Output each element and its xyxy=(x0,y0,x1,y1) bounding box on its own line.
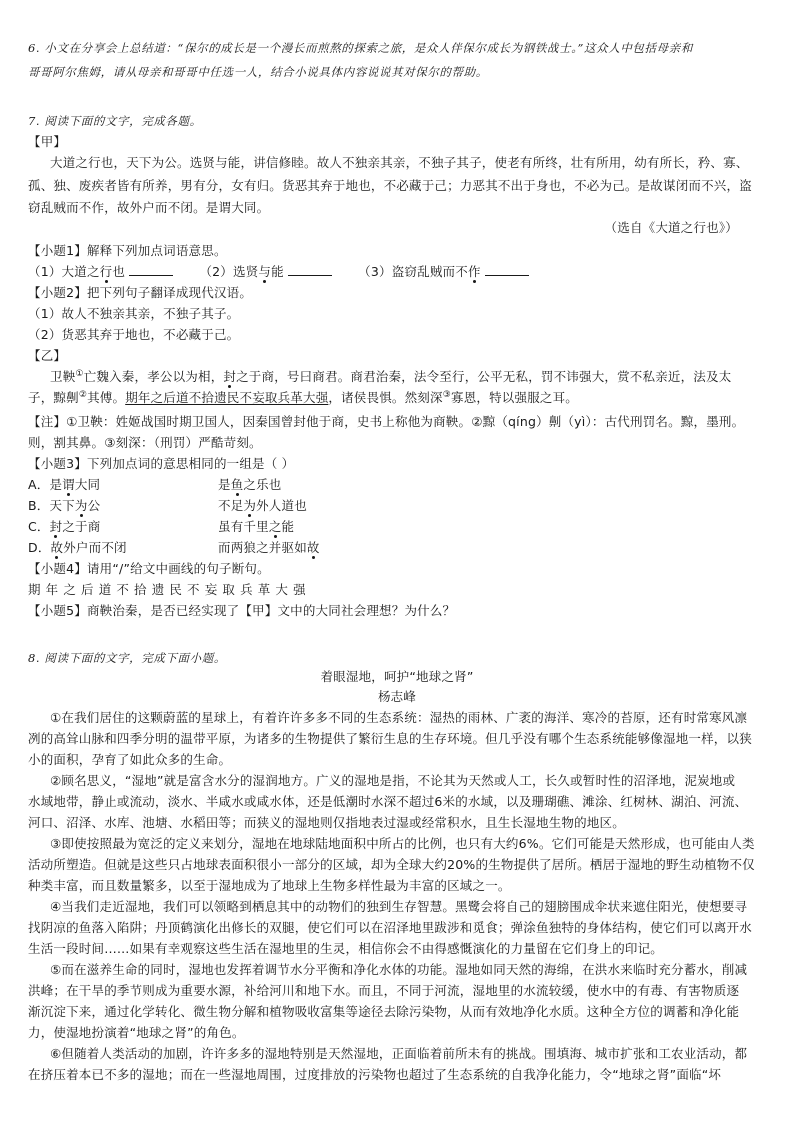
q7-sub3-option-b-right xyxy=(218,498,307,514)
opt-c-r-dot: 之 xyxy=(268,519,282,534)
opt-c-r-post: 能 xyxy=(281,519,295,534)
q7-jia-label: 【甲】 xyxy=(28,134,67,149)
opt-d-r-pre: 而两狼之并驱如 xyxy=(218,540,307,555)
opt-c-l-dot: 封 xyxy=(49,519,63,534)
q8-line-12: 生活一段时间……如果有幸观察这些生活在湿地里的生灵，相信你会不由得感慨演化的力量留在它们身上的印记。 xyxy=(28,941,664,956)
opt-b-r-pre: 不足 xyxy=(218,498,244,513)
yi-l1-a: 卫鞅 xyxy=(50,369,76,384)
q7-yi-line-2 xyxy=(28,390,578,406)
sub1-answer-blank-3[interactable] xyxy=(485,264,529,276)
q7-intro: 7. 阅读下面的文字，完成各题。 xyxy=(28,114,202,128)
yi-l2-d: 寡恩，特以强服之耳。 xyxy=(451,390,579,405)
sub1-item2-pre: （2）选贤 xyxy=(199,264,259,279)
q8-line-6: 河口、沼泽、水库、池塘、水稻田等；而狭义的湿地则仅指地表过湿或经常积水，且生长湿地生物的地区。 xyxy=(28,815,625,830)
q8-line-16: 力，使湿地扮演着“地球之肾”的角色。 xyxy=(28,1025,245,1040)
sub1-item1-post: 也 xyxy=(112,264,126,279)
q7-sub3-option-a-right xyxy=(218,477,282,493)
yi-l1-dot-word: 封 xyxy=(223,369,237,384)
q8-line-8: 活动所塑造。但就是这些只占地球表面积很小一部分的区域，却为全球大约20%的生物提供了居所。栖居于湿地的野生动植物不仅 xyxy=(28,857,755,872)
q6-line-1: 6. 小文在分享会上总结道：“保尔的成长是一个漫长而煎熬的探索之旅，是众人伴保尔成长为钢铁战士。”这众人中包括母亲和 xyxy=(28,41,693,55)
q8-line-9: 种类丰富，而且数量繁多，以至于湿地成为了地球上生物多样性最为丰富的区域之一。 xyxy=(28,878,511,893)
opt-d-l-pre: D． xyxy=(28,540,51,555)
q8-line-14: 洪峰；在干旱的季节则成为重要水源，补给河川和地下水。而且，不同于河流，湿地里的水流较缓，使水中的有毒、有害物质逐 xyxy=(28,983,740,998)
yi-l1-c: 之于商，号曰商君。商君治秦，法令至行，公平无私，罚不讳强大，赏不私亲近，法及太 xyxy=(236,369,732,384)
q7-sub3-option-b-left[interactable] xyxy=(28,498,100,514)
q7-yi-line-1 xyxy=(50,369,731,385)
q7-jia-line-1: 大道之行也，天下为公。选贤与能，讲信修睦。故人不独亲其亲，不独子其子，使老有所终，壮有所用，幼有所长，矜、寡、 xyxy=(50,155,749,170)
q8-line-18: 在挤压着本已不多的湿地；而在一些湿地周围，过度排放的污染物也超过了生态系统的自我净化能力，令“地球之肾”面临“坏 xyxy=(28,1067,722,1082)
opt-b-l-post: 公 xyxy=(87,498,101,513)
sub1-item1-dot-word: 行 xyxy=(99,264,113,279)
q8-line-17: ⑥但随着人类活动的加剧，许许多多的湿地特别是天然湿地，正面临着前所未有的挑战。围填海、城市扩张和工农业活动，都 xyxy=(50,1046,748,1061)
q7-jia-line-2: 孤、独、废疾者皆有所养，男有分，女有归。货恶其弃于地也，不必藏于己；力恶其不出于身也，不必为己。是故谋闭而不兴，盗 xyxy=(28,178,752,193)
q7-sub4-label: 【小题4】请用“/”给文中画线的句子断句。 xyxy=(28,561,270,576)
q8-line-2: 冽的高耸山脉和四季分明的温带平原，为诸多的生物提供了繁衍生息的生存环境。但几乎没有哪个生态系统能够像湿地一样，以狭 xyxy=(28,731,752,746)
q8-line-10: ④当我们走近湿地，我们可以领略到栖息其中的动物们的独到生存智慧。黑鹭会将自己的翅膀围成伞状来遮住阳光，使想要寻 xyxy=(50,899,748,914)
q8-article-title: 着眼湿地，呵护“地球之肾” xyxy=(320,669,474,684)
sub1-answer-blank-1[interactable] xyxy=(129,264,173,276)
sub1-answer-blank-2[interactable] xyxy=(288,264,332,276)
q8-line-1: ①在我们居住的这颗蔚蓝的星球上，有着许许多多不同的生态系统：湿热的雨林、广袤的海洋、寒冷的苔原，还有时常寒风凛 xyxy=(50,710,748,725)
q8-line-11: 找阴凉的鱼落入陷阱；丹顶鹤演化出修长的双腿，使它们可以在沼泽地里跋涉和觅食；弹涂鱼独特的身体结构，使它们可以离开水 xyxy=(28,920,752,935)
q8-line-5: 水域地带，静止或流动，淡水、半咸水或咸水体，还是低潮时水深不超过6米的水域，以及珊瑚礁、滩涂、红树林、湖泊、河流、 xyxy=(28,794,748,809)
opt-c-l-pre: C． xyxy=(28,519,50,534)
q8-line-15: 渐沉淀下来，通过化学转化、微生物分解和植物吸收富集等途径去除污染物，从而有效地净化水质。这种全方位的调蓄和净化能 xyxy=(28,1004,740,1019)
q7-sub3-option-d-right xyxy=(218,540,320,556)
opt-c-l-post: 之于商 xyxy=(62,519,101,534)
yi-note-marker-3: ③ xyxy=(442,389,451,400)
yi-l2-c: ，诸侯畏惧。然刻深 xyxy=(328,390,443,405)
opt-a-l-dot: 谓 xyxy=(62,477,75,492)
opt-a-r-dot: 鱼 xyxy=(230,477,244,492)
q7-sub2-sentence-1: （1）故人不独亲其亲，不独子其子。 xyxy=(28,306,240,321)
q7-sub3-option-c-right xyxy=(218,519,294,535)
q8-line-7: ③即使按照最为宽泛的定义来划分，湿地在地球陆地面积中所占的比例，也只有大约6%。它们可能是天然形成，也可能由人类 xyxy=(50,836,755,851)
q7-sub5-label: 【小题5】商鞅治秦，是否已经实现了【甲】文中的大同社会理想？为什么？ xyxy=(28,603,456,618)
q7-sub3-option-c-left[interactable] xyxy=(28,519,100,535)
yi-note-marker-2: ② xyxy=(78,389,88,400)
sub1-item2-dot-word: 与 xyxy=(258,264,272,279)
q7-sub3-label: 【小题3】下列加点词的意思相同的一组是（ ） xyxy=(28,456,295,471)
q8-line-4: ②顾名思义，“湿地”就是富含水分的湿润地方。广义的湿地是指，不论其为天然或人工，长久或暂时性的沼泽地，泥炭地或 xyxy=(50,773,736,788)
sub1-item3-pre: （3）盗窃乱贼而不 xyxy=(358,264,468,279)
q7-sub1-label: 【小题1】解释下列加点词语意思。 xyxy=(28,243,227,258)
q7-sub2-label: 【小题2】把下列句子翻译成现代汉语。 xyxy=(28,285,253,300)
opt-a-l-post: 大同 xyxy=(74,477,101,492)
q8-intro: 8. 阅读下面的文字，完成下面小题。 xyxy=(28,651,226,665)
opt-a-r-pre: 是 xyxy=(218,477,231,492)
yi-note-marker-1: ① xyxy=(75,368,84,379)
opt-a-r-post: 之乐也 xyxy=(243,477,282,492)
q7-jia-source: （选自《大道之行也》） xyxy=(604,220,738,235)
sub1-item2-post: 能 xyxy=(271,264,284,279)
opt-c-r-pre: 虽有千里 xyxy=(218,519,269,534)
q7-sub4-spaced-sentence: 期 年 之 后 道 不 拾 遗 民 不 妄 取 兵 革 大 强 xyxy=(28,582,307,597)
q7-sub3-option-d-left[interactable] xyxy=(28,540,127,556)
q8-line-13: ⑤而在滋养生命的同时，湿地也发挥着调节水分平衡和净化水体的功能。湿地如同天然的海绵，在洪水来临时充分蓄水，削减 xyxy=(50,962,748,977)
sub1-item3-dot-word: 作 xyxy=(467,264,481,279)
opt-d-l-dot: 故 xyxy=(50,540,64,555)
q7-sub3-option-a-left[interactable] xyxy=(28,477,100,493)
yi-l1-b: 亡魏入秦，孝公以为相， xyxy=(83,369,224,384)
q7-jia-line-3: 窃乱贼而不作，故外户而不闭。是谓大同。 xyxy=(28,200,270,215)
yi-underlined-sentence: 期年之后道不拾遗民不妄取兵革大强 xyxy=(125,390,329,405)
q7-sub2-sentence-2: （2）货恶其弃于地也，不必藏于己。 xyxy=(28,327,240,342)
yi-l2-b: 其傅。 xyxy=(87,390,126,405)
q7-sub1-items xyxy=(28,264,529,280)
opt-b-r-post: 外人道也 xyxy=(256,498,307,513)
opt-b-l-dot: 为 xyxy=(74,498,88,513)
q7-notes-line-1: 【注】①卫鞅：姓姬战国时期卫国人，因秦国曾封他于商，史书上称他为商鞅。②黥（qíng）劓（yì）：古代刑罚名。黥，墨刑。 xyxy=(28,414,745,429)
opt-b-l-pre: B．天下 xyxy=(28,498,75,513)
opt-d-r-dot: 故 xyxy=(306,540,320,555)
opt-d-l-post: 外户而不闭 xyxy=(63,540,127,555)
q8-line-3: 小的面积，孕育了如此众多的生命。 xyxy=(28,752,232,767)
opt-a-l-pre: A．是 xyxy=(28,477,63,492)
sub1-item1-pre: （1）大道之 xyxy=(28,264,100,279)
opt-b-r-dot: 为 xyxy=(243,498,257,513)
q6-line-2: 哥哥阿尔焦姆，请从母亲和哥哥中任选一人，结合小说具体内容说说其对保尔的帮助。 xyxy=(28,65,488,79)
q7-notes-line-2: 则，割其鼻。③刻深：（刑罚）严酷苛刻。 xyxy=(28,435,262,450)
q7-yi-label: 【乙】 xyxy=(28,348,67,363)
q8-article-author: 杨志峰 xyxy=(377,689,417,704)
yi-l2-a: 子，黥劓 xyxy=(28,390,79,405)
